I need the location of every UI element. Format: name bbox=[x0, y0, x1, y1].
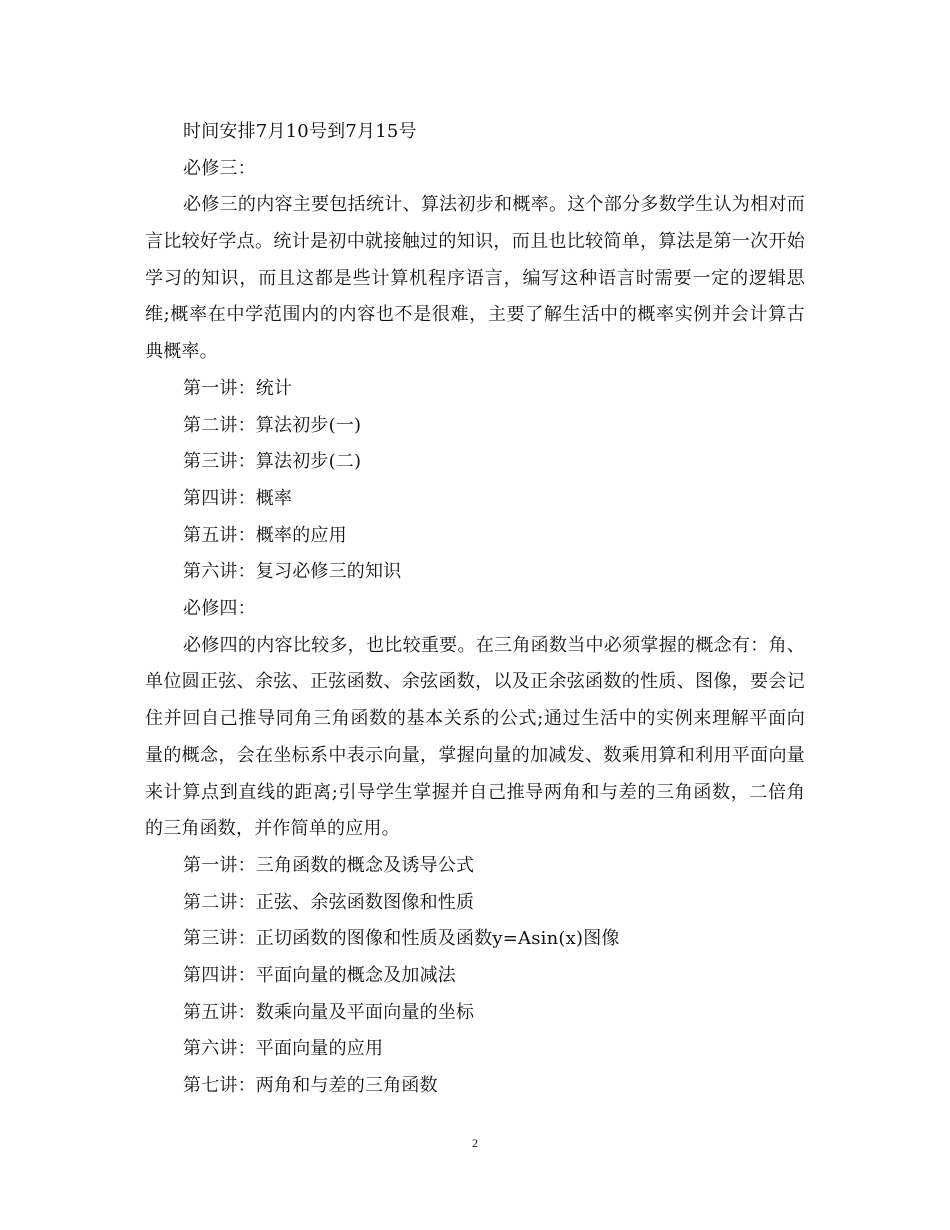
lecture-item: 第六讲：复习必修三的知识 bbox=[183, 561, 402, 583]
lecture-item: 第五讲：概率的应用 bbox=[183, 524, 347, 546]
lecture-item: 第一讲：三角函数的概念及诱导公式 bbox=[183, 854, 475, 876]
lecture-item: 第七讲：两角和与差的三角函数 bbox=[183, 1075, 438, 1097]
lecture-item: 第四讲：概率 bbox=[183, 487, 293, 509]
lecture-item: 第二讲：正弦、余弦函数图像和性质 bbox=[183, 891, 475, 913]
lecture-item: 第五讲：数乘向量及平面向量的坐标 bbox=[183, 1001, 475, 1023]
lecture-item: 第三讲：正切函数的图像和性质及函数y=Asin(x)图像 bbox=[183, 928, 620, 950]
schedule-line: 时间安排7月10号到7月15号 bbox=[183, 121, 417, 142]
section-heading-bixiu3: 必修三： bbox=[183, 157, 256, 179]
lecture-item: 第一讲：统计 bbox=[183, 377, 293, 399]
section-heading-bixiu4: 必修四： bbox=[183, 598, 256, 620]
document-body bbox=[145, 114, 805, 1105]
lecture-item: 第四讲：平面向量的概念及加减法 bbox=[183, 964, 456, 986]
page-number: 2 bbox=[472, 1136, 478, 1150]
paragraph-bixiu4: 必修四的内容比较多，也比较重要。在三角函数当中必须掌握的概念有：角、单位圆正弦、余弦、正弦函数、余弦函数，以及正余弦函数的性质、图像，要会记住并回自己推导同角三角函数的基本关系的公式;通过生活中的实例来理解平面向量的概念，会在坐标系中表示向量，掌握向量的加减发、数乘用算和利用平面向量来计算点到直线的距离;引导学生掌握并自己推导两角和与差的三角函数，二倍角的三角函数，并作简单的应用。 bbox=[145, 634, 805, 840]
lecture-item: 第二讲：算法初步(一) bbox=[183, 414, 362, 436]
lecture-item: 第六讲：平面向量的应用 bbox=[183, 1038, 384, 1060]
paragraph-bixiu3: 必修三的内容主要包括统计、算法初步和概率。这个部分多数学生认为相对而言比较好学点。统计是初中就接触过的知识，而且也比较简单，算法是第一次开始学习的知识，而且这都是些计算机程序语言，编写这种语言时需要一定的逻辑思维;概率在中学范围内的内容也不是很难，主要了解生活中的概率实例并会计算古典概率。 bbox=[145, 194, 805, 363]
lecture-item: 第三讲：算法初步(二) bbox=[183, 451, 362, 473]
